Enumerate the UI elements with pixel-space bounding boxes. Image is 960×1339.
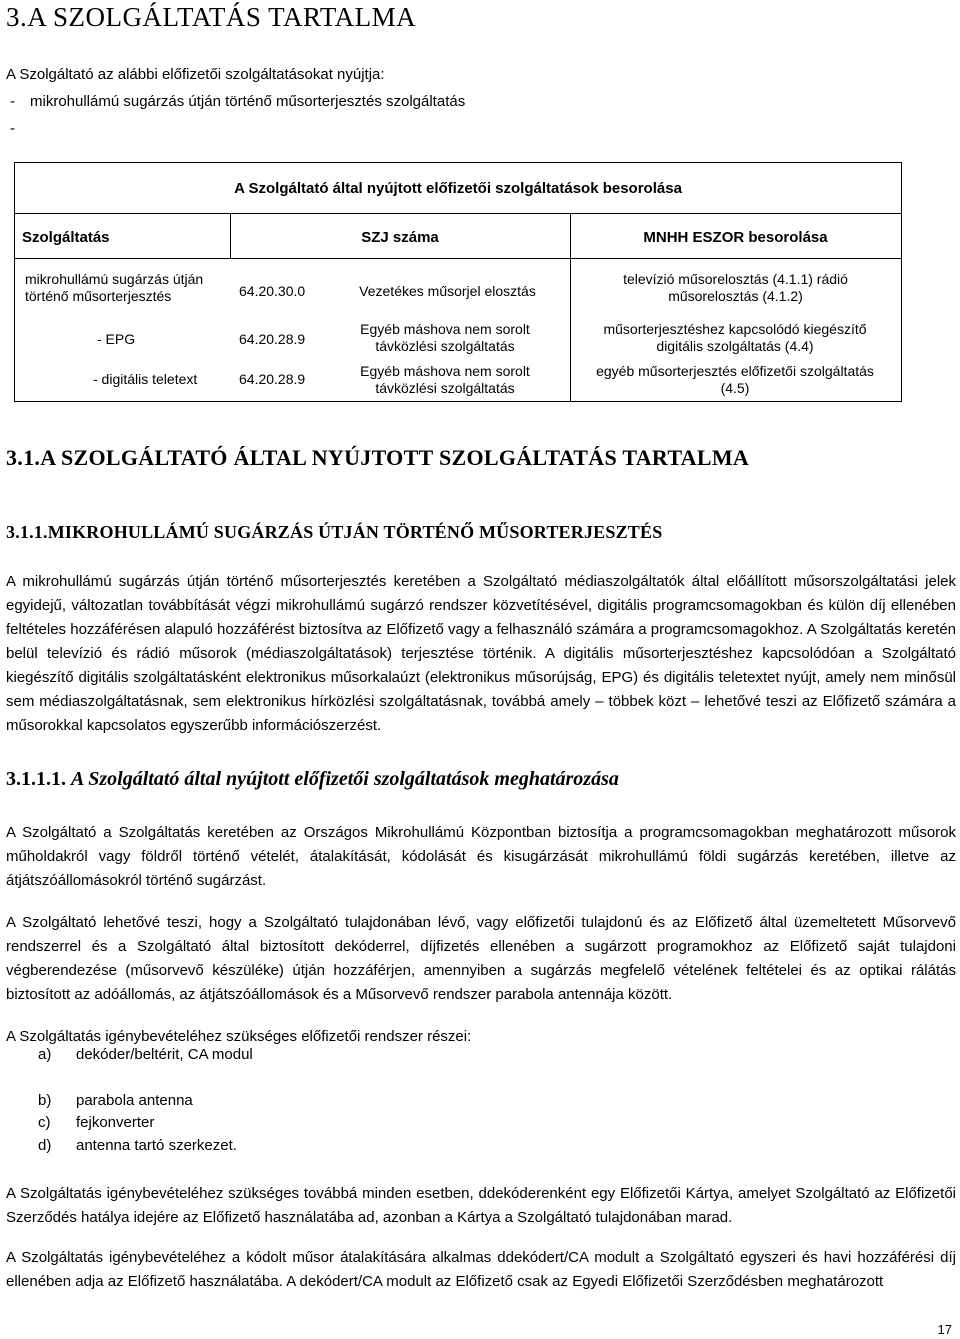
table-rule xyxy=(15,213,901,214)
row3-szj: 64.20.28.9 xyxy=(239,371,306,387)
paragraph-a xyxy=(6,821,956,893)
row3-service: - digitális teletext xyxy=(93,371,198,387)
paragraph-d xyxy=(6,1246,956,1294)
equipment-item-d: antenna tartó szerkezet. xyxy=(76,1137,237,1154)
row1-service: mikrohullámú sugárzás útján történő műsorterjesztés xyxy=(25,271,204,304)
row1-eszor: televízió műsorelosztás (4.1.1) rádió műsorelosztás (4.1.2) xyxy=(623,271,848,304)
equipment-item-a: dekóder/beltérit, CA modul xyxy=(76,1046,253,1063)
intro-lead: A Szolgáltató az alábbi előfizetői szolgáltatásokat nyújtja: xyxy=(6,66,385,83)
row2-eszor: műsorterjesztéshez kapcsolódó kiegészítő digitális szolgáltatás (4.4) xyxy=(603,321,867,354)
table-rule xyxy=(15,258,901,259)
table-caption: A Szolgáltató által nyújtott előfizetői szolgáltatások besorolása xyxy=(234,180,682,197)
row3-description: Egyéb máshova nem sorolt távközlési szolgáltatás xyxy=(360,363,530,396)
equipment-mark-c: c) xyxy=(38,1114,51,1131)
row2-service: - EPG xyxy=(97,331,136,347)
header-eszor: MNHH ESZOR besorolása xyxy=(643,229,828,246)
row1-description: Vezetékes műsorjel elosztás xyxy=(359,283,536,299)
equipment-mark-d: d) xyxy=(38,1137,52,1154)
subsection-heading: 3.1.1.MIKROHULLÁMÚ SUGÁRZÁS ÚTJÁN TÖRTÉNŐ MŰSORTERJESZTÉS xyxy=(6,522,663,542)
subsubsection-title: A Szolgáltató által nyújtott előfizetői szolgáltatások meghatározása xyxy=(71,768,619,790)
paragraph-text: A Szolgáltató a Szolgáltatás keretében az Országos Mikrohullámú Központban biztosítja a programcsomagokban meghatározott műsorok műholdakról vagy földről történő vételét, átalakítását, kódolását és kisugárzását mikrohullámú földi sugárzás keretében, illetve az átjátszóállomásokról történő sugárzást. xyxy=(6,824,956,889)
row2-description: Egyéb máshova nem sorolt távközlési szolgáltatás xyxy=(360,321,530,354)
section-heading: 3.1.A SZOLGÁLTATÓ ÁLTAL NYÚJTOTT SZOLGÁLTATÁS TARTALMA xyxy=(6,445,750,470)
equipment-mark-b: b) xyxy=(38,1092,52,1109)
paragraph-text: A mikrohullámú sugárzás útján történő műsorterjesztés keretében a Szolgáltató médiaszolgáltatók által előállított műsorszolgáltatási jelek egyidejű, változatlan továbbítását végzi mikrohullámú sugárzó rendszer közvetítésével, digitális programcsomagokban és külön díj ellenében feltételes hozzáférésen alapuló hozzáférést biztosítva az Előfizető vagy a felhasználó számára a programcsomagokhoz. A Szolgáltatás keretén belül televízió és rádió műsorok (médiaszolgáltatások) terjesztése történik. A digitális műsorterjesztéshez kapcsolódóan a Szolgáltató kiegészítő digitális szolgáltatásként elektronikus műsorkalaúzt (elektronikus műsorújság, EPG) és digitális teletextet nyújt, amely nem minősül sem médiaszolgáltatásnak, sem elektronikus hírközlési szolgáltatásnak, továbbá amely – többek közt – lehetővé teszi az Előfizető számára a műsorokkal kapcsolatos egyszerűbb információszerzést. xyxy=(6,573,956,734)
header-szj: SZJ száma xyxy=(361,229,439,246)
row3-eszor: egyéb műsorterjesztés előfizetői szolgáltatás (4.5) xyxy=(596,363,874,396)
intro-item-1: mikrohullámú sugárzás útján történő műsorterjesztés szolgáltatás xyxy=(30,93,466,110)
equipment-mark-a: a) xyxy=(38,1046,52,1063)
page-number: 17 xyxy=(937,1322,952,1337)
subsubsection-heading xyxy=(6,768,619,791)
intro-dash-2: - xyxy=(10,120,15,137)
equipment-item-c: fejkonverter xyxy=(76,1114,155,1131)
paragraph-c xyxy=(6,1182,956,1230)
row2-szj: 64.20.28.9 xyxy=(239,331,306,347)
paragraph-311 xyxy=(6,570,956,738)
equipment-item-b: parabola antenna xyxy=(76,1092,193,1109)
header-service: Szolgáltatás xyxy=(22,229,110,246)
intro-dash-1: - xyxy=(10,93,15,110)
row1-szj: 64.20.30.0 xyxy=(239,283,306,299)
paragraph-b xyxy=(6,911,956,1007)
paragraph-text: A Szolgáltatás igénybevételéhez szükséges továbbá minden esetben, ddekóderenként egy Előfizetői Kártya, amelyet Szolgáltató az Előfizetői Szerződés hatálya idejére az Előfizető használatába ad, azonban a Kártya a Szolgáltató tulajdonában marad. xyxy=(6,1185,956,1226)
paragraph-text: A Szolgáltató lehetővé teszi, hogy a Szolgáltató tulajdonában lévő, vagy előfizetői tulajdonú és az Előfizető által üzemeltetett Műsorvevő rendszerrel és a Szolgáltató által biztosított dekóderrel, díjfizetés ellenében a sugárzott programokhoz az Előfizető saját tulajdoni végberendezése (műsorvevő készüléke) útján hozzáférjen, amennyiben a sugárzás megfelelő vételének feltételei és az optikai rálátás biztosított az adóállomás, az átjátszóállomások és a Műsorvevő rendszer parabola antennája között. xyxy=(6,914,956,1003)
subsubsection-number: 3.1.1.1. xyxy=(6,768,66,790)
page-title: 3.A SZOLGÁLTATÁS TARTALMA xyxy=(6,2,417,32)
paragraph-text: A Szolgáltatás igénybevételéhez a kódolt műsor átalakítására alkalmas ddekódert/CA modult a Szolgáltató egyszeri és havi hozzáférési díj ellenében adja az Előfizető használatába. A dekódert/CA modult az Előfizető csak az Egyedi Előfizetői Szerződésben meghatározott xyxy=(6,1249,956,1290)
service-table xyxy=(14,162,902,402)
equipment-lead: A Szolgáltatás igénybevételéhez szükséges előfizetői rendszer részei: xyxy=(6,1028,472,1045)
